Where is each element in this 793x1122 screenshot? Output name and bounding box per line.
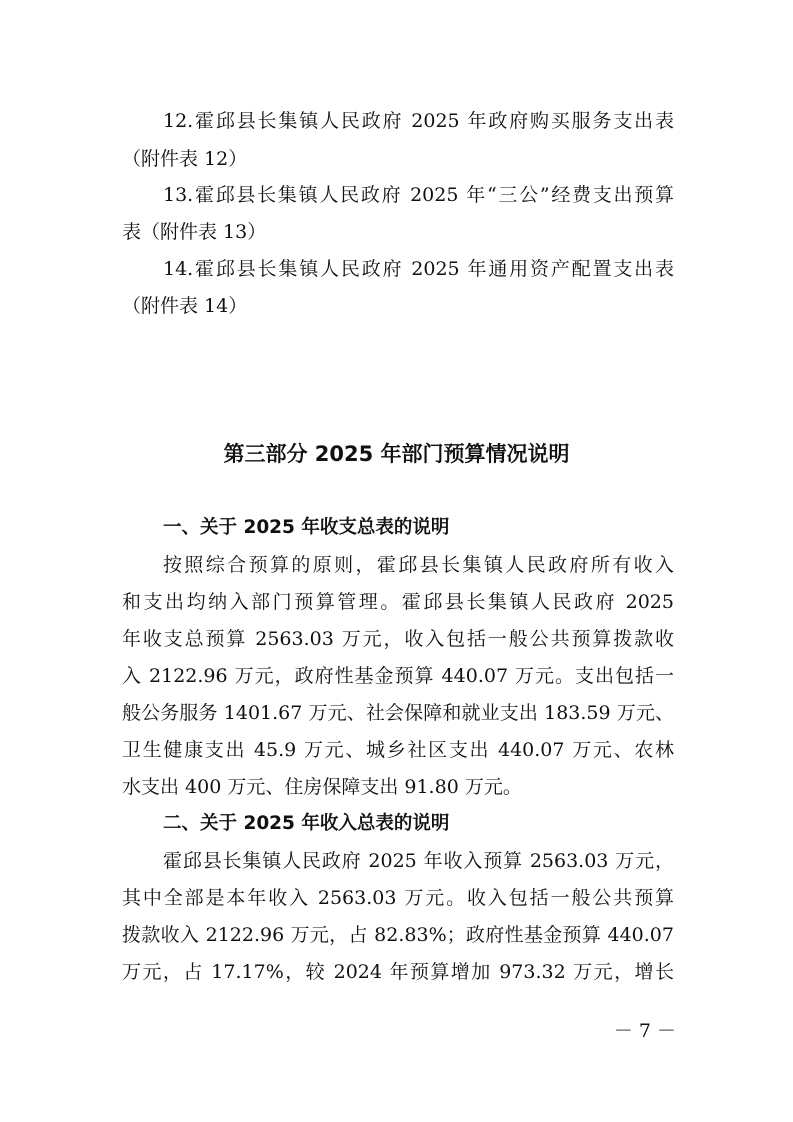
section2-line: 其中全部是本年收入 2563.03 万元。收入包括一般公共预算 [122, 887, 674, 909]
attachment-12-line2: （附件表 12） [122, 148, 248, 170]
attachment-14-line1: 14.霍邱县长集镇人民政府 2025 年通用资产配置支出表 [163, 258, 674, 280]
section2-line: 霍邱县长集镇人民政府 2025 年收入预算 2563.03 万元， [163, 850, 674, 872]
section2-heading: 二、关于 2025 年收入总表的说明 [163, 813, 450, 834]
section2-line: 万元，占 17.17%，较 2024 年预算增加 973.32 万元，增长 [122, 961, 674, 983]
attachment-13-line1: 13.霍邱县长集镇人民政府 2025 年“三公”经费支出预算 [163, 184, 674, 206]
section1-heading: 一、关于 2025 年收支总表的说明 [163, 517, 450, 538]
section2-line: 拨款收入 2122.96 万元，占 82.83%；政府性基金预算 440.07 [122, 924, 674, 946]
attachment-13-line2: 表（附件表 13） [122, 221, 267, 243]
section1-line: 卫生健康支出 45.9 万元、城乡社区支出 440.07 万元、农林 [122, 739, 674, 761]
section1-line: 入 2122.96 万元，政府性基金预算 440.07 万元。支出包括一 [122, 665, 674, 687]
section1-line: 按照综合预算的原则，霍邱县长集镇人民政府所有收入 [163, 554, 674, 576]
section1-line: 般公务服务 1401.67 万元、社会保障和就业支出 183.59 万元、 [122, 702, 674, 724]
page-number: － 7 － [613, 1020, 676, 1042]
section1-line: 和支出均纳入部门预算管理。霍邱县长集镇人民政府 2025 [122, 591, 674, 613]
section1-line: 水支出 400 万元、住房保障支出 91.80 万元。 [122, 776, 522, 798]
attachment-14-line2: （附件表 14） [122, 295, 248, 317]
section1-line: 年收支总预算 2563.03 万元，收入包括一般公共预算拨款收 [122, 628, 674, 650]
attachment-12-line1: 12.霍邱县长集镇人民政府 2025 年政府购买服务支出表 [163, 110, 674, 132]
part-title: 第三部分 2025 年部门预算情况说明 [223, 442, 570, 466]
